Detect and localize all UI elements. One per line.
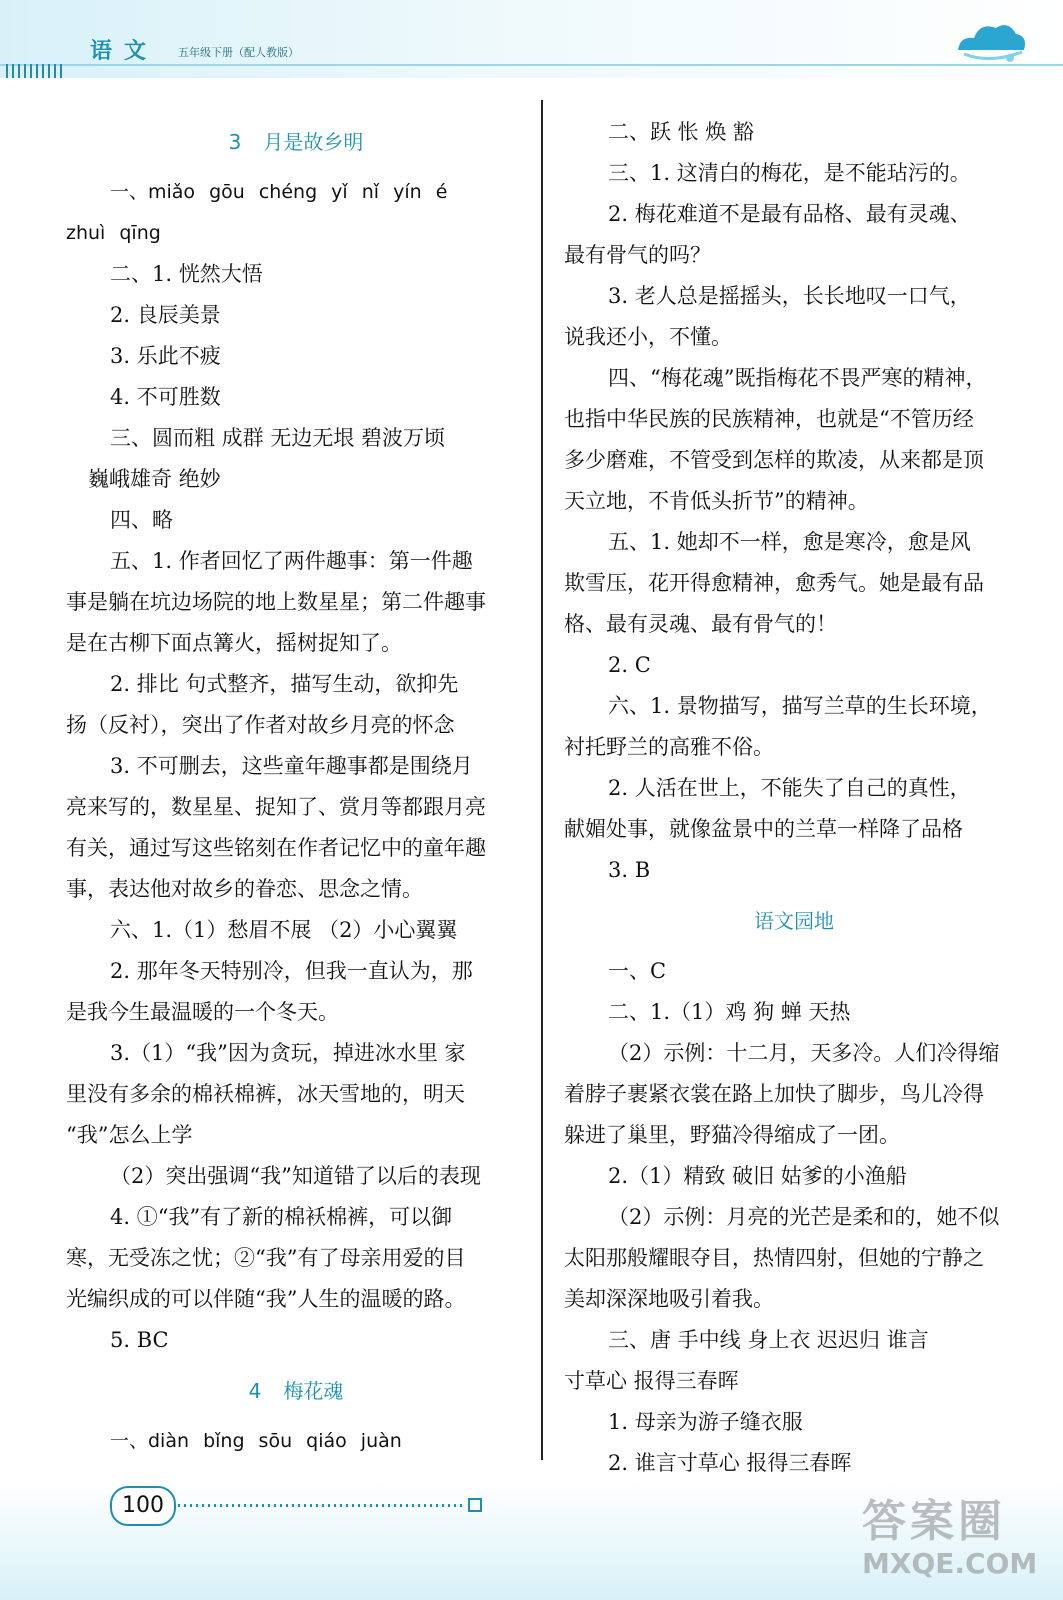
answer-line: 一、C bbox=[608, 959, 667, 983]
section-title: 语文园地 bbox=[754, 909, 834, 933]
header-ticks bbox=[6, 64, 62, 78]
column-divider bbox=[541, 100, 543, 1460]
section-heading bbox=[66, 1361, 526, 1421]
answer-line: 欺雪压，花开得愈精神，愈秀气。她是最有品 bbox=[564, 571, 984, 595]
answer-line: 三、1. 这清白的梅花，是不能玷污的。 bbox=[608, 161, 971, 185]
answer-line: 巍峨雄奇 绝妙 bbox=[88, 467, 221, 491]
answer-line: 太阳那般耀眼夺目，热情四射，但她的宁静之 bbox=[564, 1246, 984, 1270]
answer-line: 四、略 bbox=[110, 508, 173, 532]
answer-line: 有关，通过写这些铭刻在作者记忆中的童年趣 bbox=[66, 836, 486, 860]
answer-line: 寸草心 报得三春晖 bbox=[564, 1369, 739, 1393]
answer-line: zhuì qīng bbox=[66, 222, 161, 244]
answer-line: 亮来写的，数星星、捉知了、赏月等都跟月亮 bbox=[66, 795, 486, 819]
answer-line: 寒，无受冻之忧；②“我”有了母亲用爱的目 bbox=[66, 1246, 466, 1270]
section-title: 月是故乡明 bbox=[263, 130, 364, 154]
answer-line: 五、1. 她却不一样，愈是寒冷，愈是风 bbox=[608, 530, 971, 554]
answer-line: 五、1. 作者回忆了两件趣事：第一件趣 bbox=[110, 549, 473, 573]
answer-line: 里没有多余的棉袄棉裤，冰天雪地的，明天 bbox=[66, 1082, 465, 1106]
answer-line: 是我今生最温暖的一个冬天。 bbox=[66, 1000, 339, 1024]
subject-title: 语文 bbox=[90, 38, 159, 64]
answer-line: （2）示例：月亮的光芒是柔和的，她不似 bbox=[608, 1205, 1000, 1229]
section-heading bbox=[564, 891, 1024, 951]
answer-line: 3. 老人总是摇摇头，长长地叹一口气， bbox=[608, 284, 971, 308]
answer-line: 2. 梅花难道不是最有品格、最有灵魂、 bbox=[608, 202, 971, 226]
answer-line: 3. 不可删去，这些童年趣事都是围绕月 bbox=[110, 754, 473, 778]
answer-line: 着脖子裹紧衣裳在路上加快了脚步，鸟儿冷得 bbox=[564, 1082, 984, 1106]
answer-line: 3.（1）“我”因为贪玩，掉进冰水里 家 bbox=[110, 1041, 466, 1065]
answer-line: 三、唐 手中线 身上衣 迟迟归 谁言 bbox=[608, 1328, 929, 1352]
answer-line: 一、miǎo gōu chéng yǐ nǐ yín é bbox=[110, 181, 448, 203]
answer-line: 3. 乐此不疲 bbox=[110, 344, 221, 368]
answer-line: 二、1. 恍然大悟 bbox=[110, 262, 263, 286]
answer-line: 衬托野兰的高雅不俗。 bbox=[564, 735, 774, 759]
answer-line: 光编织成的可以伴随“我”人生的温暖的路。 bbox=[66, 1287, 466, 1311]
watermark bbox=[862, 1498, 1042, 1588]
answer-line: 5. BC bbox=[110, 1328, 169, 1352]
answer-line: （2）示例：十二月，天多冷。人们冷得缩 bbox=[608, 1041, 1000, 1065]
answer-line: 4. ①“我”有了新的棉袄棉裤，可以御 bbox=[110, 1205, 453, 1229]
grade-subtitle: 五年级下册（配人教版） bbox=[178, 46, 299, 59]
answer-line: 美却深深地吸引着我。 bbox=[564, 1287, 774, 1311]
answer-line: 天立地，不肯低头折节”的精神。 bbox=[564, 489, 869, 513]
answer-line: 事是躺在坑边场院的地上数星星；第二件趣事 bbox=[66, 590, 486, 614]
answer-line: 多少磨难，不管受到怎样的欺凌，从来都是顶 bbox=[564, 448, 984, 472]
answer-line: 二、跃 怅 焕 豁 bbox=[608, 120, 755, 144]
header-band bbox=[0, 0, 1063, 78]
answer-line: 2.（1）精致 破旧 姑爹的小渔船 bbox=[608, 1164, 907, 1188]
answer-line: 2. 良辰美景 bbox=[110, 303, 221, 327]
answer-line: 格、最有灵魂、最有骨气的！ bbox=[564, 612, 837, 636]
answer-line: 二、1.（1）鸡 狗 蝉 天热 bbox=[608, 1000, 851, 1024]
answer-line: 2. C bbox=[608, 653, 651, 677]
section-heading bbox=[66, 112, 526, 172]
answer-line: 三、圆而粗 成群 无边无垠 碧波万顷 bbox=[110, 426, 446, 450]
section-number: 4 bbox=[248, 1379, 262, 1403]
answer-line: 2. 那年冬天特别冷，但我一直认为，那 bbox=[110, 959, 473, 983]
answer-line: （2）突出强调“我”知道错了以后的表现 bbox=[110, 1164, 481, 1188]
answer-line: 六、1.（1）愁眉不展 （2）小心翼翼 bbox=[110, 918, 458, 942]
answer-line: 4. 不可胜数 bbox=[110, 385, 221, 409]
answer-line: 是在古柳下面点篝火，摇树捉知了。 bbox=[66, 631, 402, 655]
answer-line: 2. 人活在世上，不能失了自己的真性， bbox=[608, 776, 971, 800]
answer-line: 3. B bbox=[608, 858, 651, 882]
watermark-logo: 答案圈 bbox=[862, 1496, 1006, 1547]
answer-line: “我”怎么上学 bbox=[66, 1123, 193, 1147]
answer-line: 躲进了巢里，野猫冷得缩成了一团。 bbox=[564, 1123, 900, 1147]
answer-line: 六、1. 景物描写，描写兰草的生长环境， bbox=[608, 694, 992, 718]
answer-line: 说我还小，不懂。 bbox=[564, 325, 732, 349]
page-number: 100 bbox=[110, 1486, 176, 1526]
cloud-icon bbox=[950, 10, 1030, 70]
answer-line: 2. 谁言寸草心 报得三春晖 bbox=[608, 1451, 852, 1475]
answer-line: 最有骨气的吗？ bbox=[564, 243, 711, 267]
answer-line: 四、“梅花魂”既指梅花不畏严寒的精神， bbox=[608, 366, 987, 390]
left-column bbox=[66, 112, 526, 1462]
header-rule bbox=[0, 64, 1063, 66]
answer-line: 扬（反衬），突出了作者对故乡月亮的怀念 bbox=[66, 713, 455, 737]
section-number: 3 bbox=[228, 130, 242, 154]
footer-dotted-line bbox=[178, 1504, 464, 1507]
answer-line: 一、diàn bǐng sōu qiáo juàn bbox=[110, 1430, 402, 1452]
footer-square-icon bbox=[468, 1498, 482, 1512]
answer-line: 1. 母亲为游子缝衣服 bbox=[608, 1410, 803, 1434]
section-title: 梅花魂 bbox=[283, 1379, 344, 1403]
answer-line: 也指中华民族的民族精神，也就是“不管历经 bbox=[564, 407, 974, 431]
right-column bbox=[564, 112, 1024, 1484]
answer-line: 献媚处事，就像盆景中的兰草一样降了品格 bbox=[564, 817, 963, 841]
answer-line: 事，表达他对故乡的眷恋、思念之情。 bbox=[66, 877, 423, 901]
answer-line: 2. 排比 句式整齐，描写生动，欲抑先 bbox=[110, 672, 459, 696]
watermark-url: MXQE.COM bbox=[862, 1547, 1038, 1580]
